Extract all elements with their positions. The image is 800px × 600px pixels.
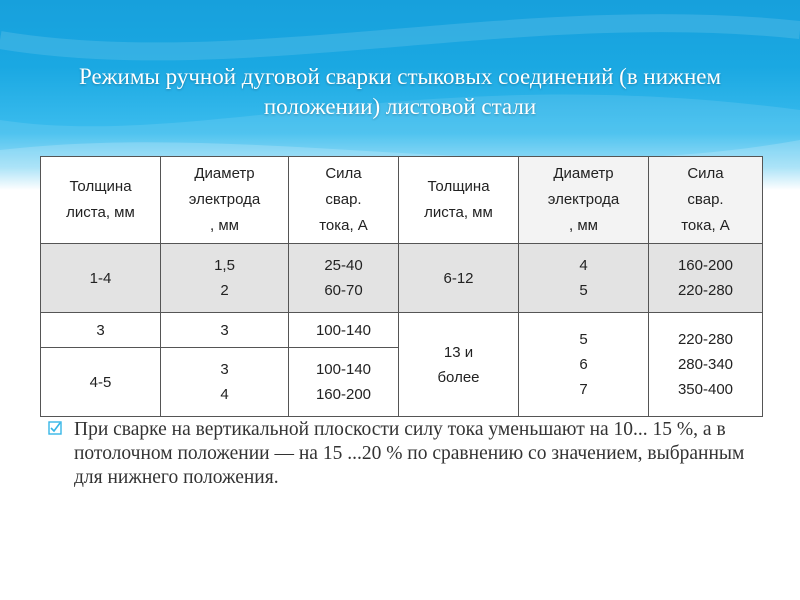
cell-diameter: 1,5 2 [161,244,289,313]
cell-thickness-merged: 13 и более [399,313,519,417]
checkbox-bullet-icon [48,420,62,436]
slide-title: Режимы ручной дуговой сварки стыковых соединений (в нижнем положении) листовой стали [78,64,722,119]
cell-diameter-right: 4 5 [519,244,649,313]
cell-current: 100-140 [289,313,399,348]
note-bullet [48,418,758,490]
cell-current-right: 160-200 220-280 [649,244,763,313]
cell-current: 100-140 160-200 [289,348,399,417]
cell-diameter: 3 4 [161,348,289,417]
table-row [41,313,763,348]
table-row [41,244,763,313]
cell-diameter: 3 [161,313,289,348]
cell-current-merged: 220-280 280-340 350-400 [649,313,763,417]
header-diameter-left: Диаметр электрода , мм [161,157,289,244]
header-thickness-left: Толщина листа, мм [41,157,161,244]
cell-thickness: 4-5 [41,348,161,417]
header-current-right: Сила свар. тока, А [649,157,763,244]
cell-thickness-right: 6-12 [399,244,519,313]
cell-thickness: 1-4 [41,244,161,313]
header-current-left: Сила свар. тока, А [289,157,399,244]
cell-thickness: 3 [41,313,161,348]
header-diameter-right: Диаметр электрода , мм [519,157,649,244]
table-header-row [41,157,763,244]
cell-current: 25-40 60-70 [289,244,399,313]
welding-modes-table [40,156,763,417]
header-thickness-right: Толщина листа, мм [399,157,519,244]
note-text: При сварке на вертикальной плоскости силу тока уменьшают на 10... 15 %, а в потолочном положении — на 15 ...20 % по сравнению со значением, выбранным для нижнего положения. [74,419,745,488]
cell-diameter-merged: 5 6 7 [519,313,649,417]
